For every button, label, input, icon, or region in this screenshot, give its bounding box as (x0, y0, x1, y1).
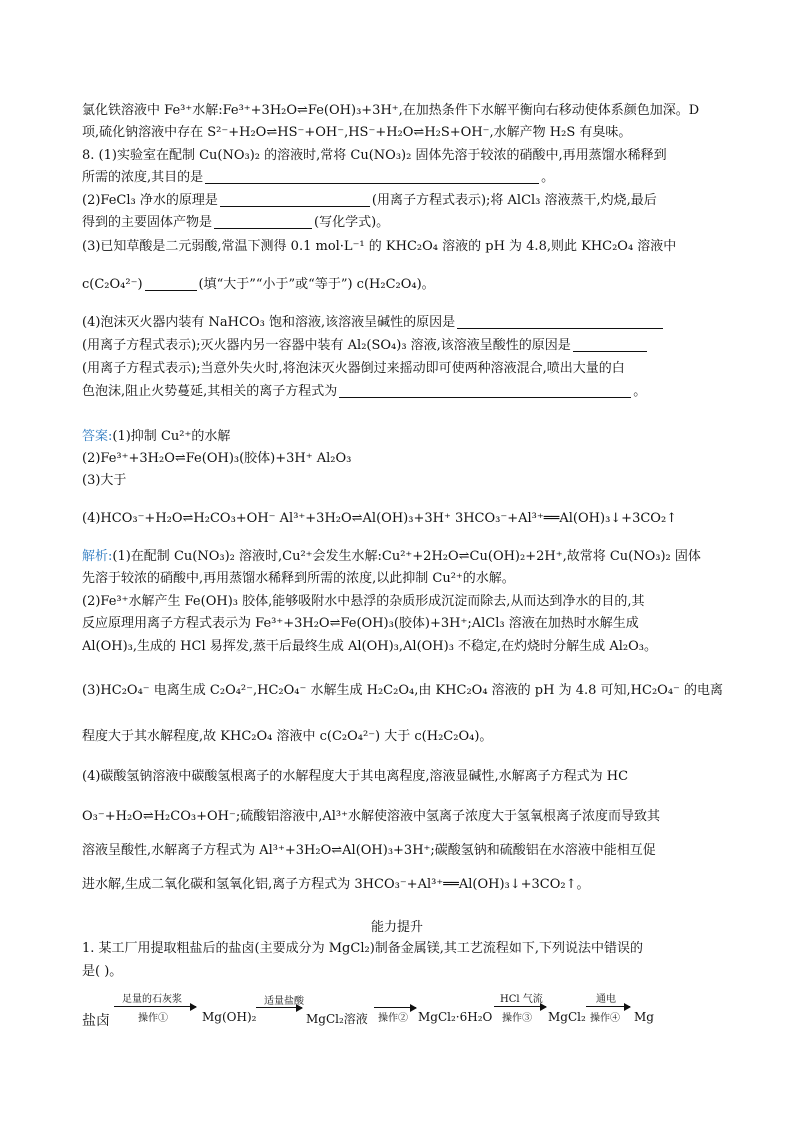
question-1-line: 1. 某工厂用提取粗盐后的盐卤(主要成分为 MgCl₂)制备金属镁,其工艺流程如下,下列说法中错误的 (82, 941, 644, 956)
flow-node: Mg (634, 1010, 654, 1024)
analysis-line: 程度大于其水解程度,故 KHC₂O₄ 溶液中 c(C₂O₄²⁻) 大于 c(H₂C₂O₄)。 (82, 729, 493, 744)
answer-line: (2)Fe³⁺+3H₂O⇌Fe(OH)₃(胶体)+3H⁺ Al₂O₃ (82, 451, 352, 466)
answer-blank[interactable] (573, 337, 647, 352)
text-line: 氯化铁溶液中 Fe³⁺水解:Fe³⁺+3H₂O⇌Fe(OH)₃+3H⁺,在加热条件下水解平衡向右移动使体系颜色加深。D (82, 103, 700, 118)
flow-arrow (586, 1006, 630, 1007)
question-8-line: 8. (1)实验室在配制 Cu(NO₃)₂ 的溶液时,常将 Cu(NO₃)₂ 固体先溶于较浓的硝酸中,再用蒸馏水稀释到 (82, 148, 667, 163)
analysis-line: Al(OH)₃,生成的 HCl 易挥发,蒸干后最终生成 Al(OH)₃,Al(OH)₃ 不稳定,在灼烧时分解生成 Al₂O₃。 (82, 639, 657, 654)
text-line: 色泡沫,阻止火势蔓延,其相关的离子方程式为 。 (82, 384, 647, 399)
flow-arrow-label: 适量盐酸 (264, 996, 304, 1007)
flow-node: MgCl₂溶液 (306, 1012, 368, 1026)
flow-node: MgCl₂ (548, 1010, 586, 1024)
answer-blank[interactable] (220, 192, 370, 207)
text-line: (用离子方程式表示);灭火器内另一容器中装有 Al₂(SO₄)₃ 溶液,该溶液呈酸性的原因是 (82, 337, 649, 355)
answer-blank[interactable] (205, 169, 539, 184)
flow-node: MgCl₂·6H₂O (418, 1010, 493, 1024)
answer-line: (4)HCO₃⁻+H₂O⇌H₂CO₃+OH⁻ Al³⁺+3H₂O⇌Al(OH)₃+3H⁺ 3HCO₃⁻+Al³⁺══Al(OH)₃↓+3CO₂↑ (82, 511, 678, 526)
text-line: (2)FeCl₃ 净水的原理是 (用离子方程式表示);将 AlCl₃ 溶液蒸干,灼烧,最后 (82, 193, 657, 208)
text-line: (3)已知草酸是二元弱酸,常温下测得 0.1 mol·L⁻¹ 的 KHC₂O₄ 溶液的 pH 为 4.8,则此 KHC₂O₄ 溶液中 (82, 239, 677, 254)
process-flow (82, 990, 712, 1040)
text-line: 得到的主要固体产物是 (写化学式)。 (82, 215, 390, 230)
analysis-label: 解析: (82, 549, 113, 564)
flow-arrow (494, 1006, 546, 1007)
analysis-line: (2)Fe³⁺水解产生 Fe(OH)₃ 胶体,能够吸附水中悬浮的杂质形成沉淀而除去,从而达到净水的目的,其 (82, 594, 645, 609)
flow-arrow-label: 操作① (138, 1013, 168, 1024)
flow-arrow (374, 1007, 416, 1008)
answer-line: (3)大于 (82, 473, 127, 488)
question-1-line: 是( )。 (82, 964, 123, 979)
text-line: (用离子方程式表示);当意外失火时,将泡沫灭火器倒过来摇动即可使两种溶液混合,喷出大量的白 (82, 361, 625, 376)
answer-label: 答案: (82, 429, 113, 444)
flow-arrow (114, 1006, 196, 1007)
analysis-line: 溶液呈酸性,水解离子方程式为 Al³⁺+3H₂O⇌Al(OH)₃+3H⁺;碳酸氢钠和硫酸铝在水溶液中能相互促 (82, 843, 656, 858)
analysis-line: (3)HC₂O₄⁻ 电离生成 C₂O₄²⁻,HC₂O₄⁻ 水解生成 H₂C₂O₄,由 KHC₂O₄ 溶液的 pH 为 4.8 可知,HC₂O₄⁻ 的电离 (82, 683, 724, 698)
answer-blank[interactable] (145, 276, 197, 291)
flow-arrow-label: 操作③ (502, 1013, 532, 1024)
text-line: 所需的浓度,其目的是 。 (82, 170, 555, 185)
analysis-line: O₃⁻+H₂O⇌H₂CO₃+OH⁻;硫酸铝溶液中,Al³⁺水解使溶液中氢离子浓度大于氢氧根离子浓度而导致其 (82, 809, 660, 824)
section-title: 能力提升 (370, 920, 423, 935)
analysis-line: 反应原理用离子方程式表示为 Fe³⁺+3H₂O⇌Fe(OH)₃(胶体)+3H⁺;AlCl₃ 溶液在加热时水解生成 (82, 616, 639, 631)
answer-blank[interactable] (214, 214, 312, 229)
text-line: c(C₂O₄²⁻) (填“大于”“小于”或“等于”) c(H₂C₂O₄)。 (82, 277, 435, 292)
flow-arrow-label: 操作② (378, 1013, 408, 1024)
flow-arrow-label: HCl 气流 (500, 994, 543, 1005)
flow-node: Mg(OH)₂ (202, 1010, 257, 1024)
flow-node: 盐卤 (82, 1013, 110, 1029)
analysis-line: (4)碳酸氢钠溶液中碳酸氢根离子的水解程度大于其电离程度,溶液显碱性,水解离子方程式为 HC (82, 769, 629, 784)
answer-blank[interactable] (457, 314, 663, 329)
flow-arrow-label: 足量的石灰浆 (122, 994, 182, 1005)
analysis-line: 先溶于较浓的硝酸中,再用蒸馏水稀释到所需的浓度,以此抑制 Cu²⁺的水解。 (82, 571, 515, 586)
analysis-line: 进水解,生成二氧化碳和氢氧化铝,离子方程式为 3HCO₃⁻+Al³⁺══Al(OH)₃↓+3CO₂↑。 (82, 877, 590, 892)
text-line: 项,硫化钠溶液中存在 S²⁻+H₂O⇌HS⁻+OH⁻,HS⁻+H₂O⇌H₂S+OH⁻,水解产物 H₂S 有臭味。 (82, 125, 632, 140)
answer-line: 答案:(1)抑制 Cu²⁺的水解 (82, 429, 231, 444)
flow-arrow-label: 通电 (596, 994, 616, 1005)
answer-blank[interactable] (339, 383, 631, 398)
analysis-line: 解析:(1)在配制 Cu(NO₃)₂ 溶液时,Cu²⁺会发生水解:Cu²⁺+2H₂O⇌Cu(OH)₂+2H⁺,故常将 Cu(NO₃)₂ 固体 (82, 549, 701, 564)
flow-arrow-label: 操作④ (590, 1013, 620, 1024)
text-line: (4)泡沫灭火器内装有 NaHCO₃ 饱和溶液,该溶液呈碱性的原因是 (82, 314, 665, 332)
flow-arrow (256, 1007, 302, 1008)
